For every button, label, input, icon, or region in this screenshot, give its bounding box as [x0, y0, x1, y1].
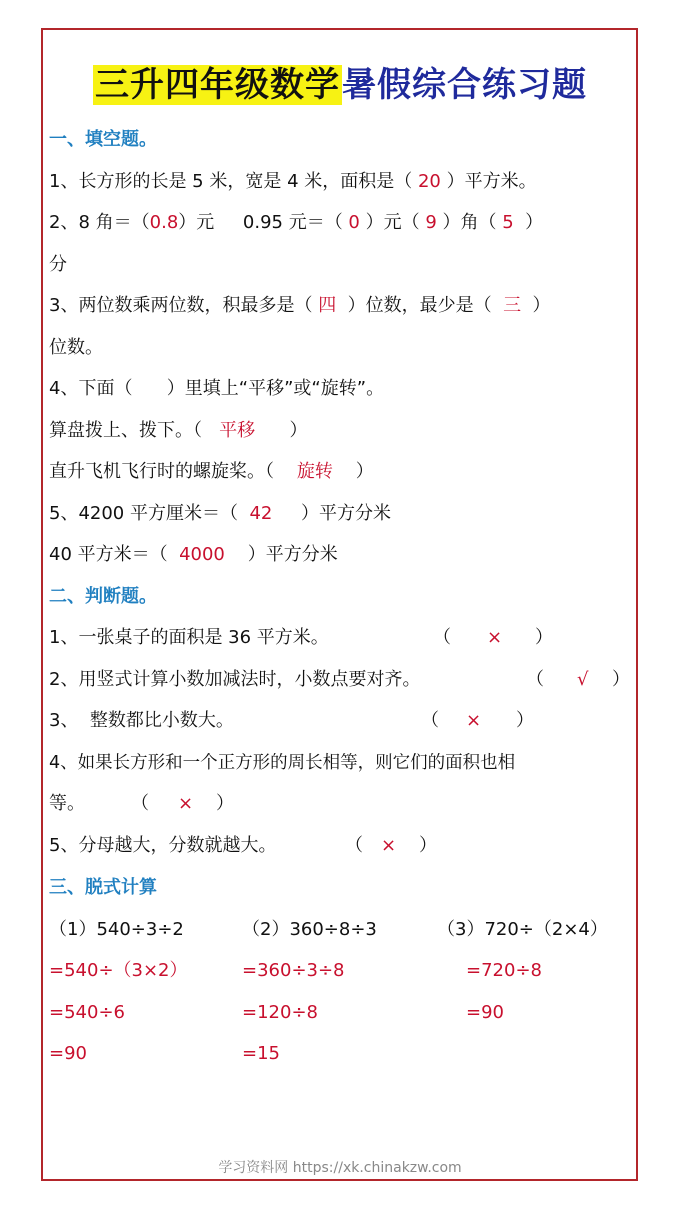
title-rest: 暑假综合练习题	[342, 65, 587, 105]
answer: 5	[502, 212, 514, 233]
section1-heading: 一、填空题。	[49, 129, 157, 150]
judge-question-4: 4、如果长方形和一个正方形的周长相等，则它们的面积也相	[49, 753, 516, 773]
fill-question-2: 2、8 角＝（0.8）元 0.95 元＝（ 0 ）元（ 9 ）角（ 5 ）	[49, 212, 544, 233]
fill-question-5-line1: 5、4200 平方厘米＝（ 42 ）平方分米	[49, 503, 391, 524]
footer-watermark: 学习资料网 https://xk.chinakzw.com	[218, 1160, 462, 1176]
judge-open: （	[421, 710, 439, 731]
calc-step: =120÷8	[242, 1002, 318, 1023]
fill-question-1: 1、长方形的长是 5 米，宽是 4 米，面积是（ 20 ）平方米。	[49, 171, 537, 192]
judge-close: ）	[419, 835, 437, 856]
judge-question-4-wrap: 等。	[49, 793, 85, 814]
judge-question-2: 2、用竖式计算小数加减法时，小数点要对齐。	[49, 669, 421, 690]
judge-close: ）	[516, 710, 534, 731]
fill-question-5-line2: 40 平方米＝（ 4000 ）平方分米	[49, 544, 338, 565]
fill-question-4-line2: 直升飞机飞行时的螺旋桨。（ 旋转 ）	[49, 461, 374, 482]
section3-heading: 三、脱式计算	[49, 877, 157, 898]
judge-open: （	[526, 669, 544, 690]
judge-answer: √	[577, 669, 589, 690]
judge-answer: ×	[487, 627, 503, 648]
calc-step: =90	[49, 1043, 87, 1064]
answer: 0.8	[149, 212, 179, 233]
judge-question-3: 3、 整数都比小数大。	[49, 710, 234, 731]
calc-step: =540÷（3×2）	[49, 960, 188, 981]
title-highlight: 三升四年级数学	[95, 65, 340, 105]
fill-question-3-wrap: 位数。	[49, 337, 103, 358]
calc-step: =720÷8	[466, 960, 542, 981]
answer: 4000	[179, 544, 225, 565]
calc-problem-1: （1）540÷3÷2	[49, 919, 184, 940]
answer: 平移	[219, 420, 256, 441]
judge-question-5: 5、分母越大，分数就越大。	[49, 835, 277, 856]
answer: 三	[503, 295, 522, 316]
judge-open: （	[131, 793, 149, 814]
calc-step: =540÷6	[49, 1002, 125, 1023]
judge-answer: ×	[466, 710, 482, 731]
fill-question-4: 4、下面（ ）里填上“平移”或“旋转”。	[49, 378, 385, 399]
fill-question-3: 3、两位数乘两位数，积最多是（ 四 ）位数，最少是（ 三 ）	[49, 295, 551, 316]
judge-open: （	[345, 835, 363, 856]
answer: 四	[318, 295, 337, 316]
answer: 9	[425, 212, 437, 233]
calc-step: =360÷3÷8	[242, 960, 345, 981]
judge-close: ）	[216, 793, 234, 814]
fill-question-4-line1: 算盘拨上、拨下。（ 平移 ）	[49, 420, 308, 441]
judge-open: （	[433, 627, 451, 648]
judge-question-1: 1、一张桌子的面积是 36 平方米。	[49, 627, 329, 648]
calc-problem-2: （2）360÷8÷3	[242, 919, 377, 940]
judge-answer: ×	[381, 835, 397, 856]
judge-answer: ×	[178, 793, 194, 814]
judge-close: ）	[535, 627, 553, 648]
section2-heading: 二、判断题。	[49, 586, 157, 607]
answer: 旋转	[296, 461, 333, 482]
judge-close: ）	[612, 669, 630, 690]
calc-problem-3: （3）720÷（2×4）	[437, 919, 608, 940]
calc-step: =90	[466, 1002, 504, 1023]
calc-step: =15	[242, 1043, 280, 1064]
answer: 42	[249, 503, 273, 524]
page-title	[0, 60, 680, 110]
answer: 20	[417, 171, 441, 192]
fill-question-2-wrap: 分	[49, 254, 67, 275]
answer: 0	[348, 212, 360, 233]
